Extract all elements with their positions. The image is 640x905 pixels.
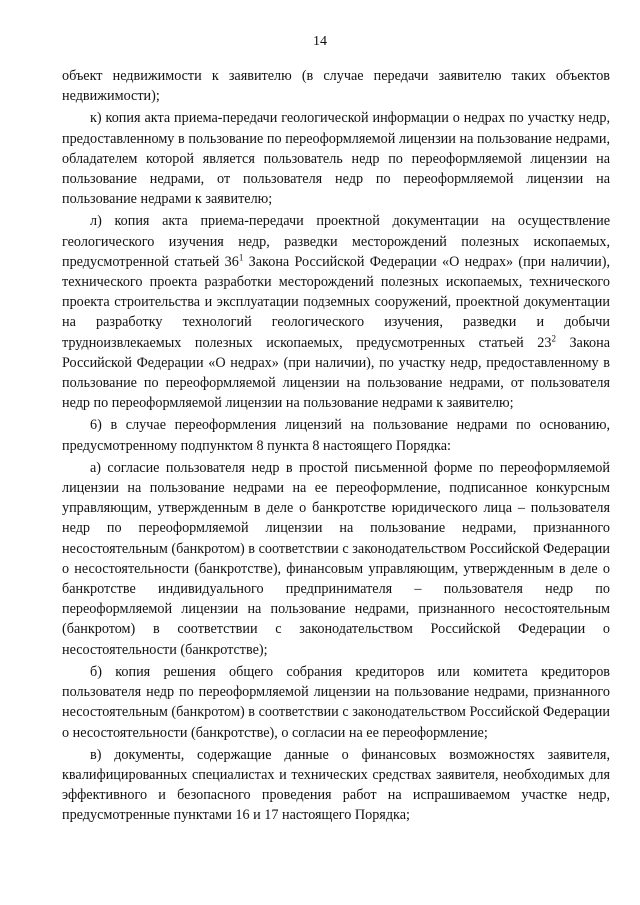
paragraph-item-6b: б) копия решения общего собрания кредиторов или комитета кредиторов пользователя недр по переоформляемой лицензии на пользование недрами, признанного несостоятельным (банкротом) в соответствии с законодательством Российской Федерации о несостоятельности (банкротстве), о согласии на ее переоформление; (62, 663, 610, 741)
page-number: 14 (313, 34, 327, 49)
item-l-text-3: Закона Российской Федерации «О недрах» (при наличии), по участку недр, предоставленному в пользование по переоформляемой лицензии на пользование недрами, от пользователя недр по переоформляемой лицензии на пользование недрами к заявителю; (62, 334, 610, 412)
item-l-text-1: л) копия акта приема-передачи проектной документации на осуществление геологического изучения недр, разведки месторождений полезных ископаемых, предусмотренной статьей 36 (62, 213, 610, 270)
paragraph-item-6: 6) в случае переоформления лицензий на пользование недрами по основанию, предусмотренному подпунктом 8 пункта 8 настоящего Порядка: (62, 417, 610, 454)
paragraph-item-6v: в) документы, содержащие данные о финансовых возможностях заявителя, квалифицированных специалистах и технических средствах заявителя, необходимых для эффективного и безопасного проведения работ на испрашиваемом участке недр, предусмотренные пунктами 16 и 17 настоящего Порядка; (62, 746, 610, 824)
paragraph-item-k: к) копия акта приема-передачи геологической информации о недрах по участку недр, предоставленному в пользование по переоформляемой лицензии на пользование недрами, обладателем которой является пользователь недр по переоформляемой лицензии на пользование недрами, от пользователя недр по переоформляемой лицензии на пользование недрами к заявителю; (62, 110, 610, 208)
item-l-text-2: Закона Российской Федерации «О недрах» (при наличии), технического проекта разработки месторождений полезных ископаемых, технического проекта строительства и эксплуатации подземных сооружений, проектной документации на разработку технологий геологического изучения, разведки и добычи трудноизвлекаемых полезных ископаемых, предусмотренных статьей 23 (62, 253, 610, 351)
superscript-1: 1 (238, 252, 244, 263)
paragraph-continued: объект недвижимости к заявителю (в случае передачи заявителю таких объектов недвижимости); (62, 68, 610, 105)
paragraph-item-6a: а) согласие пользователя недр в простой письменной форме по переоформляемой лицензии на пользование недрами на ее переоформление, подписанное конкурсным управляющим, утвержденным в деле о банкротстве юридического лица – пользователя недр по переоформляемой лицензии на пользование недрами, признанного несостоятельным (банкротом) в соответствии с законодательством Российской Федерации о несостоятельности (банкротстве), финансовым управляющим, утвержденным в деле о банкротстве индивидуального предпринимателя – пользователя недр по переоформляемой лицензии на пользование недрами, признанного несостоятельным (банкротом) в соответствии с законодательством Российской Федерации о несостоятельности (банкротстве); (62, 459, 610, 658)
document-body (62, 66, 610, 826)
paragraph-item-l (62, 211, 610, 413)
superscript-2: 2 (551, 332, 556, 343)
